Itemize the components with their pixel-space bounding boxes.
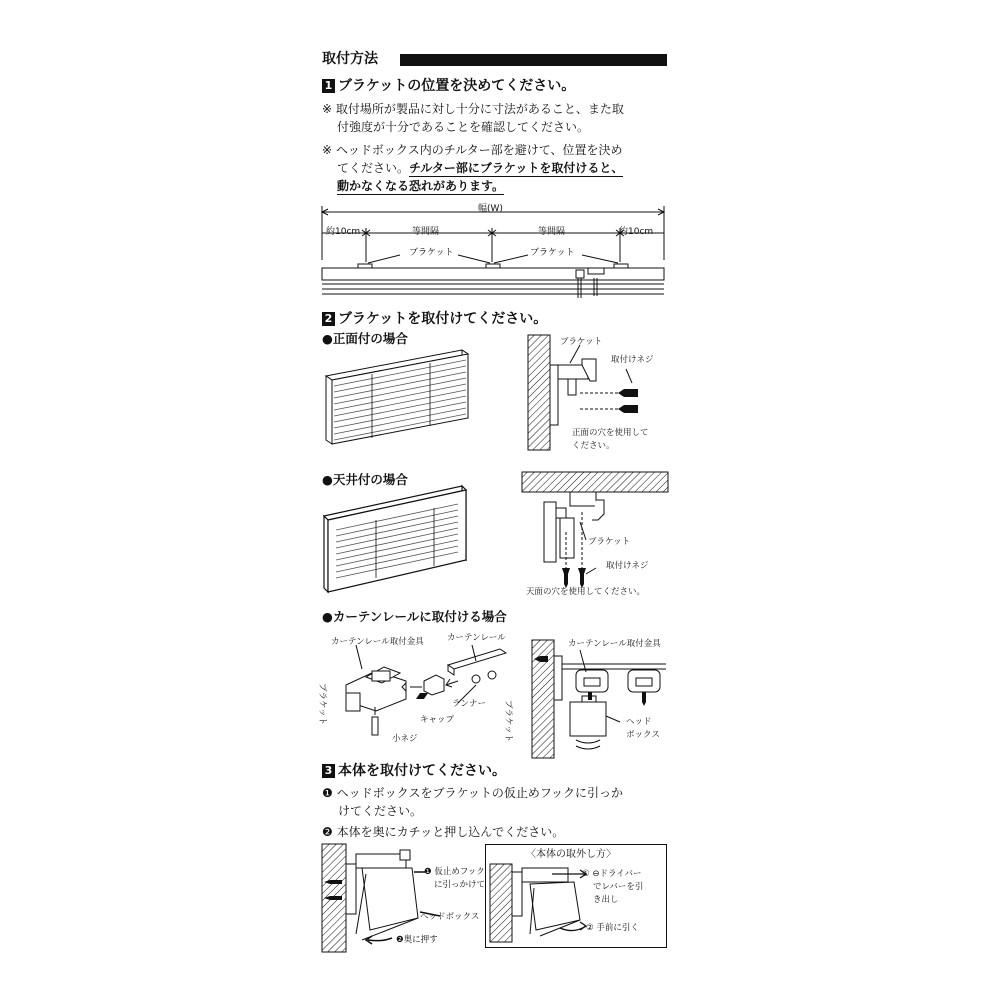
step3-item2 bbox=[322, 823, 564, 841]
cap-label: キャップ bbox=[420, 715, 455, 725]
removal-step1-line2: でレバーを引 bbox=[593, 882, 644, 892]
bracket-position-diagram bbox=[318, 210, 668, 305]
small-screw-label: 小ネジ bbox=[392, 734, 418, 744]
step1-title: ブラケットの位置を決めてください。 bbox=[338, 78, 576, 94]
step1-number: 1 bbox=[322, 79, 335, 93]
bracket-label-2: ブラケット bbox=[530, 248, 575, 258]
step1-heading bbox=[322, 79, 575, 93]
ceiling-screw-label: 取付けネジ bbox=[606, 561, 649, 571]
section-title: 取付方法 bbox=[322, 51, 378, 67]
step1-note2 bbox=[322, 141, 622, 159]
step3-title: 本体を取付けてください。 bbox=[338, 763, 506, 779]
hook-label-line2: に引っかけて bbox=[434, 880, 486, 890]
bracket-label-1: ブラケット bbox=[409, 248, 454, 258]
ceiling-mount-blind-illustration bbox=[322, 484, 472, 594]
rail-fitting-label-2: カーテンレール取付金具 bbox=[568, 639, 661, 649]
ceiling-note: 天面の穴を使用してください。 bbox=[526, 587, 646, 597]
right-margin-label: 約10cm bbox=[619, 227, 654, 237]
removal-step1-line1: ① ⊖ドライバー bbox=[582, 869, 642, 879]
note2-line2b: チルター部にブラケットを取付けると、 bbox=[409, 161, 624, 175]
front-mount-heading: ●正面付の場合 bbox=[322, 331, 408, 346]
front-note-line1: 正面の穴を使用して bbox=[572, 428, 649, 438]
rail-mount-detail bbox=[530, 636, 670, 760]
note2-line2a: てください。 bbox=[337, 161, 410, 175]
section-title-bar bbox=[322, 52, 667, 66]
note2-line3: 動かなくなる恐れがあります。 bbox=[337, 179, 505, 193]
rail-mount-heading: ●カーテンレールに取付ける場合 bbox=[322, 609, 507, 624]
item2-text: 本体を奥にカチッと押し込んでください。 bbox=[336, 825, 565, 839]
push-label: ❷奥に押す bbox=[396, 935, 438, 945]
front-note-line2: ください。 bbox=[572, 441, 615, 451]
runner-label: ランナー bbox=[452, 699, 487, 709]
rail-bracket-label: ブラケット bbox=[317, 683, 327, 726]
ceiling-bracket-label: ブラケット bbox=[588, 537, 631, 547]
note1-line1: 取付場所が製品に対し十分に寸法があること、また取 bbox=[335, 102, 624, 116]
rail-exploded-illustration bbox=[336, 645, 516, 745]
ceiling-mount-heading: ●天井付の場合 bbox=[322, 472, 408, 487]
headbox-label-step3: ヘッドボックス bbox=[420, 912, 480, 922]
equal-interval-label-2: 等間隔 bbox=[538, 227, 566, 237]
note1-line2: 付強度が十分であることを確認してください。 bbox=[337, 120, 590, 134]
left-margin-label: 約10cm bbox=[326, 227, 361, 237]
width-label: 幅(W) bbox=[478, 204, 503, 214]
headbox-label-line1: ヘッド bbox=[626, 717, 652, 727]
front-mount-blind-illustration bbox=[322, 346, 472, 446]
step2-heading bbox=[322, 312, 547, 326]
step3-heading bbox=[322, 764, 506, 778]
step3-number: 3 bbox=[322, 764, 335, 778]
note2-mark: ※ bbox=[322, 143, 333, 157]
step2-title: ブラケットを取付けてください。 bbox=[338, 311, 548, 327]
step2-number: 2 bbox=[322, 312, 335, 326]
rail-bracket-label-2: ブラケット bbox=[503, 700, 513, 743]
note2-line2 bbox=[337, 159, 623, 177]
item1-line1: ヘッドボックスをブラケットの仮止めフックに引っか bbox=[336, 786, 624, 800]
equal-interval-label-1: 等間隔 bbox=[412, 227, 440, 237]
step3-item1 bbox=[322, 784, 623, 802]
note1-mark: ※ bbox=[322, 102, 333, 116]
removal-step1-line3: き出し bbox=[593, 895, 619, 905]
hook-label-line1: ❶ 仮止めフック bbox=[424, 867, 485, 877]
front-bracket-label: ブラケット bbox=[560, 337, 603, 347]
note2-line3-wrap bbox=[337, 177, 504, 195]
note2-line1: ヘッドボックス内のチルター部を避けて、位置を決め bbox=[335, 143, 623, 157]
curtain-rail-label: カーテンレール bbox=[447, 633, 506, 643]
title-rule bbox=[400, 54, 667, 66]
front-screw-label: 取付けネジ bbox=[611, 355, 654, 365]
removal-step2: ② 手前に引く bbox=[586, 923, 639, 933]
item2-mark: ❷ bbox=[322, 825, 333, 839]
item1-mark: ❶ bbox=[322, 786, 333, 800]
step1-note1 bbox=[322, 100, 624, 118]
removal-title: 〈本体の取外し方〉 bbox=[526, 849, 616, 860]
item1-line2: けてください。 bbox=[338, 804, 423, 818]
headbox-label-line2: ボックス bbox=[626, 730, 660, 740]
rail-fitting-label: カーテンレール取付金具 bbox=[331, 637, 424, 647]
